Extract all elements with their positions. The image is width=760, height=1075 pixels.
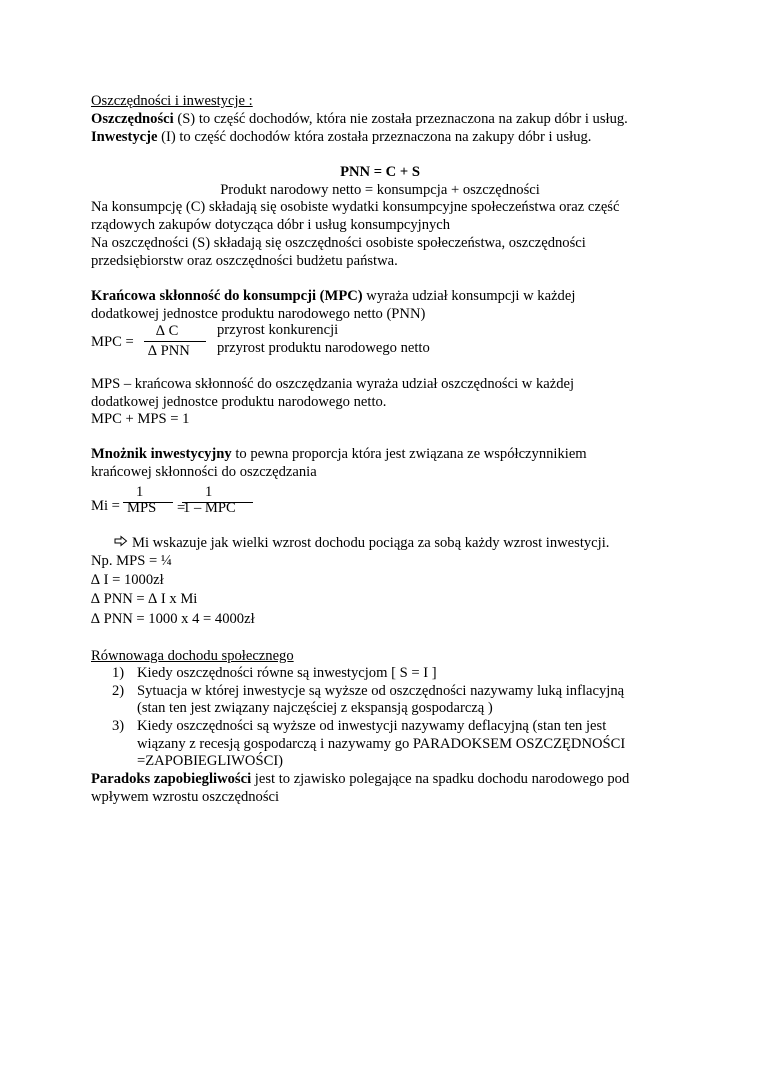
mpc-definition (91, 287, 575, 305)
savings-line: Na oszczędności (S) składają się oszczędności osobiste społeczeństwa, oszczędności (91, 235, 586, 251)
mpc-lhs: MPC = (91, 334, 134, 350)
list-item-text: Sytuacja w której inwestycje są wyższe od oszczędności nazywamy luką inflacyjną (137, 683, 625, 699)
multiplier-frac2-denominator: 1 – MPC (183, 500, 236, 516)
multiplier-definition-line2: krańcowej skłonności do oszczędzania (91, 464, 317, 480)
section-heading: Oszczędności i inwestycje : (91, 93, 253, 109)
mps-line: dodatkowej jednostce produktu narodowego netto. (91, 394, 387, 410)
list-item-text: Kiedy oszczędności równe są inwestycjom [ S = I ] (137, 665, 437, 681)
consumption-line: rządowych zakupów dotycząca dóbr i usług konsumpcyjnych (91, 217, 451, 233)
example-line: ∆ I = 1000zł (91, 572, 164, 588)
multiplier-arrow-text: Mi wskazuje jak wielki wzrost dochodu pociąga za sobą każdy wzrost inwestycji. (132, 535, 610, 551)
consumption-line: Na konsumpcję (C) składają się osobiste wydatki konsumpcyjne społeczeństwa oraz część (91, 199, 620, 215)
example-line: Np. MPS = ¼ (91, 553, 172, 569)
mpc-denominator: ∆ PNN (148, 343, 190, 359)
term-investment: Inwestycje (91, 129, 158, 145)
multiplier-equals: = (177, 500, 186, 516)
mpc-note-bottom: przyrost produktu narodowego netto (217, 340, 430, 356)
definition-savings-text: (S) to część dochodów, która nie została przeznaczona na zakup dóbr i usług. (173, 111, 628, 127)
savings-line: przedsiębiorstw oraz oszczędności budżetu państwa. (91, 253, 398, 269)
mpc-definition-line2: dodatkowej jednostce produktu narodowego netto (PNN) (91, 306, 426, 322)
equilibrium-heading: Równowaga dochodu społecznego (91, 648, 294, 664)
paradox-definition (91, 770, 629, 788)
mps-line: MPS – krańcowa skłonność do oszczędzania wyraża udział oszczędności w każdej (91, 376, 575, 392)
term-savings: Oszczędności (91, 111, 174, 127)
multiplier-definition-text: to pewna proporcja która jest związana ze współczynnikiem (231, 446, 587, 462)
multiplier-frac2-numerator: 1 (205, 484, 213, 500)
mpc-numerator: ∆ C (156, 323, 179, 339)
term-mpc: Krańcowa skłonność do konsumpcji (MPC) (91, 288, 363, 304)
definition-investment-text: (I) to część dochodów która została przeznaczona na zakupy dóbr i usług. (157, 129, 592, 145)
mps-equation: MPC + MPS = 1 (91, 411, 190, 427)
formula-main: PNN = C + S (340, 164, 420, 180)
multiplier-definition (91, 445, 587, 463)
definition-savings (91, 110, 628, 128)
mpc-definition-text: wyraża udział konsumpcji w każdej (362, 288, 576, 304)
example-line: ∆ PNN = 1000 x 4 = 4000zł (91, 611, 255, 627)
term-multiplier: Mnożnik inwestycyjny (91, 446, 232, 462)
arrow-right-icon (114, 534, 132, 552)
definition-investment (91, 128, 591, 146)
list-item-text: =ZAPOBIEGLIWOŚCI) (137, 753, 284, 769)
example-line: ∆ PNN = ∆ I x Mi (91, 591, 198, 607)
multiplier-arrow-line (114, 534, 609, 552)
list-item-text: wiązany z recesją gospodarczą i nazywamy go PARADOKSEM OSZCZĘDNOŚCI (137, 736, 626, 752)
paradox-definition-line2: wpływem wzrostu oszczędności (91, 789, 280, 805)
list-item-number: 2) (112, 683, 125, 699)
list-item-text: Kiedy oszczędności są wyższe od inwestycji nazywamy deflacyjną (stan ten jest (137, 718, 607, 734)
term-paradox: Paradoks zapobiegliwości (91, 771, 252, 787)
paradox-definition-text: jest to zjawisko polegające na spadku dochodu narodowego pod (251, 771, 630, 787)
multiplier-lhs: Mi = (91, 498, 120, 514)
list-item-text: (stan ten jest związany najczęściej z ekspansją gospodarczą ) (137, 700, 493, 716)
mpc-note-top: przyrost konkurencji (217, 322, 339, 338)
multiplier-frac1-denominator: MPS (127, 500, 157, 516)
list-item-number: 3) (112, 718, 125, 734)
formula-words: Produkt narodowy netto = konsumpcja + oszczędności (220, 182, 540, 198)
list-item-number: 1) (112, 665, 125, 681)
multiplier-frac1-numerator: 1 (136, 484, 144, 500)
